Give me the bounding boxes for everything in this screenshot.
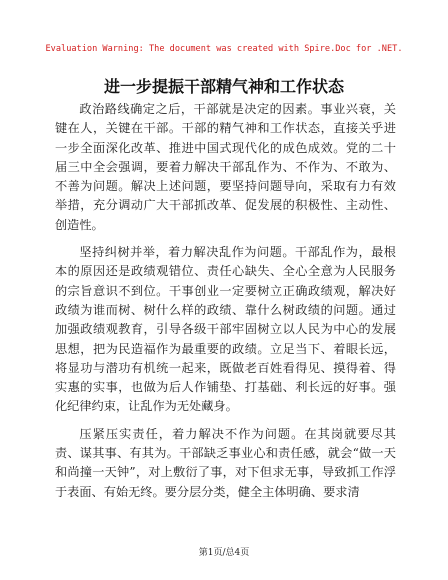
paragraph-2: 坚持纠树并举，着力解决乱作为问题。干部乱作为，最根本的原因还是政绩观错位、责任心缺失、全心全意为人民服务的宗旨意识不到位。干事创业一定要树立正确政绩观，解决好政绩为谁而树、树什么样的政绩、靠什么树政绩的问题。通过加强政绩观教育，引导各级干部牢固树立以人民为中心的发展思想，把为民造福作为最重要的政绩。立足当下、着眼长远，将显功与潜功有机统一起来，既做老百姓看得见、摸得着、得实惠的实事，也做为后人作铺垫、打基础、利长远的好事。强化纪律约束，让乱作为无处藏身。: [55, 245, 396, 414]
evaluation-warning: Evaluation Warning: The document was created with Spire.Doc for .NET.: [45, 44, 403, 54]
paragraph-1: 政治路线确定之后，干部就是决定的因素。事业兴衰，关键在人，关键在干部。干部的精气神和工作状态，直接关乎进一步全面深化改革、推进中国式现代化的成色成效。党的二十届三中全会强调，要着力解决干部乱作为、不作为、不敢为、不善为问题。解决上述问题，要坚持问题导向，采取有力有效举措，充分调动广大干部抓改革、促发展的积极性、主动性、创造性。: [55, 102, 396, 232]
document-title: 进一步提振干部精气神和工作状态: [103, 77, 344, 96]
paragraph-3: 压紧压实责任，着力解决不作为问题。在其岗就要尽其责、谋其事、有其为。干部缺乏事业心和责任感，就会“做一天和尚撞一天钟”，对上敷衍了事，对下但求无事，导致抓工作浮于表面、有始无终。要分层分类，健全主体明确、要求清: [55, 426, 396, 499]
page-footer: 第1页/总4页: [198, 548, 250, 558]
document-body: [55, 100, 396, 510]
